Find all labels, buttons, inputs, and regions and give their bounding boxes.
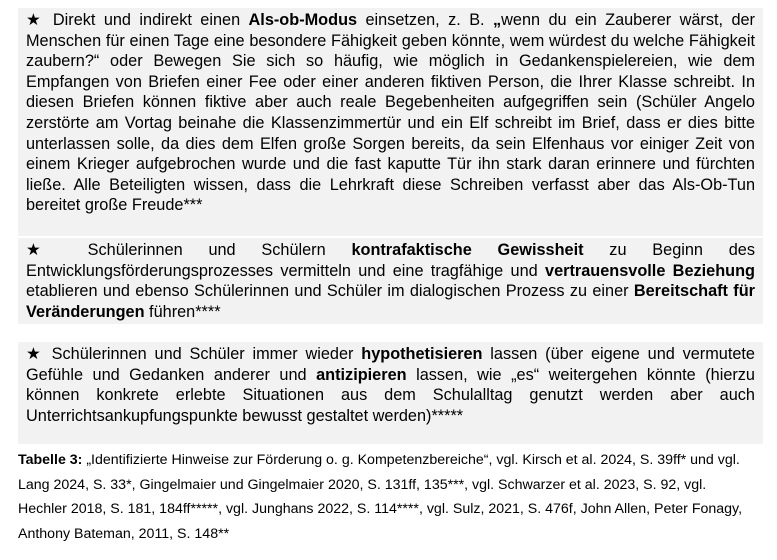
keyword-als-ob-modus: Als-ob-Modus <box>248 11 358 29</box>
keyword-bereitschaft: Bereitschaft für Veränderungen <box>26 282 755 321</box>
hint-box-gewissheit <box>18 238 763 324</box>
hint-text-1: ★ Direkt und indirekt einen Als-ob-Modus einsetzen, z. B. „wenn du ein Zauberer wärst, der Menschen für einen Tage eine besondere Fähigkeit geben könnte, wem würdest du welche Fähigkeit zaubern?“ oder Bewegen Sie sich so häufig, wie möglich in Gedankenspielereien, wie dem Empfangen von Briefen einer Fee oder einer anderen fiktiven Person, die Ihrer Klasse schreibt. In diesen Briefen können fiktive aber auch reale Begebenheiten aufgegriffen sein (Schüler Angelo zerstörte am Vortag beinahe die Klassenzimmertür und ein Elf schreibt im Brief, dass er dies bitte unterlassen solle, da dies dem Elfen große Sorgen bereits, da sein Elfenhaus vor einiger Zeit von einem Krieger aufgebrochen wurde und die fast kaputte Tür ihn stark daran erinnere und fürchten ließe. Alle Beteiligten wissen, dass die Lehrkraft diese Schreiben verfasst aber das Als-Ob-Tun bereitet große Freude*** <box>26 11 755 215</box>
keyword-hypothetisieren: hypothetisieren <box>361 345 483 363</box>
table-caption <box>18 448 758 546</box>
hint-text-2: ★ Schülerinnen und Schülern kontrafaktische Gewissheit zu Beginn des Entwicklungsförderungsprozesses vermitteln und eine tragfähige und vertrauensvolle Beziehung etablieren und ebenso Schülerinnen und Schüler im dialogischen Prozess zu einer Bereitschaft für Veränderungen führen**** <box>26 241 755 321</box>
caption-text: „Identifizierte Hinweise zur Förderung o. g. Kompetenzbereiche“, vgl. Kirsch et al. 2024, S. 39ff* und vgl. Lang 2024, S. 33*, Gingelmaier und Gingelmaier 2020, S. 131ff, 135***, vgl. Schwarzer et al. 2023, S. 92, vgl. Hechler 2018, S. 181, 184ff*****, vgl. Junghans 2022, S. 114****, vgl. Sulz, 2021, S. 476f, John Allen, Peter Fonagy, Anthony Bateman, 2011, S. 148** <box>18 452 743 542</box>
star-icon: ★ <box>26 241 62 259</box>
caption-label: Tabelle 3: <box>18 452 83 468</box>
hint-box-hypothetisieren <box>18 342 763 444</box>
hint-text-3: ★ Schülerinnen und Schüler immer wieder hypothetisieren lassen (über eigene und vermutete Gefühle und Gedanken anderer und antizipieren lassen, wie „es“ weitergehen könnte (hierzu können konkrete erlebte Situationen aus dem Schulalltag genutzt werden aber auch Unterrichtsankupfungspunkte bewusst gestaltet werden)***** <box>26 345 755 425</box>
keyword-kontrafaktische-gewissheit: kontrafaktische Gewissheit <box>351 241 584 259</box>
star-icon: ★ <box>26 345 44 363</box>
keyword-vertrauensvolle-beziehung: vertrauensvolle Beziehung <box>545 261 755 280</box>
hint-box-als-ob-modus <box>18 8 763 236</box>
keyword-antizipieren: antizipieren <box>316 365 407 384</box>
star-icon: ★ <box>26 11 45 29</box>
